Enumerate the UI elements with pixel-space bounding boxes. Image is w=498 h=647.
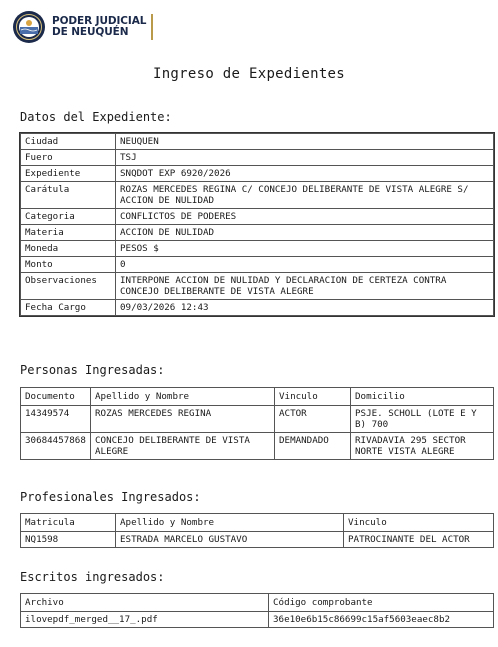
brand-divider: [151, 14, 153, 40]
datos-label: Observaciones: [21, 273, 116, 300]
personas-cell: RIVADAVIA 295 SECTOR NORTE VISTA ALEGRE: [351, 433, 494, 460]
datos-row: [21, 257, 494, 273]
datos-row: [21, 166, 494, 182]
datos-row: [21, 273, 494, 300]
datos-row: [21, 209, 494, 225]
personas-cell: 14349574: [21, 406, 91, 433]
datos-label: Fuero: [21, 150, 116, 166]
personas-table: [20, 387, 494, 460]
datos-row: [21, 150, 494, 166]
profesionales-cell: PATROCINANTE DEL ACTOR: [344, 532, 494, 548]
table-row: [21, 612, 494, 628]
personas-column-header: Domicilio: [351, 388, 494, 406]
page-title: Ingreso de Expedientes: [152, 66, 346, 82]
seal-logo-icon: [12, 10, 46, 44]
personas-cell: DEMANDADO: [275, 433, 351, 460]
profesionales-section-title: Profesionales Ingresados:: [20, 490, 201, 504]
escritos-column-header: Archivo: [21, 594, 269, 612]
datos-row: [21, 182, 494, 209]
personas-cell: ROZAS MERCEDES REGINA: [91, 406, 275, 433]
datos-value: INTERPONE ACCION DE NULIDAD Y DECLARACION DE CERTEZA CONTRA CONCEJO DELIBERANTE DE VISTA ALEGRE: [116, 273, 494, 300]
datos-row: [21, 300, 494, 316]
personas-column-header: Documento: [21, 388, 91, 406]
datos-section-title: Datos del Expediente:: [20, 110, 172, 124]
datos-row: [21, 225, 494, 241]
escritos-header-row: [21, 594, 494, 612]
datos-label: Fecha Cargo: [21, 300, 116, 316]
datos-value: 0: [116, 257, 494, 273]
escritos-section-title: Escritos ingresados:: [20, 570, 165, 584]
profesionales-header-row: [21, 514, 494, 532]
datos-value: PESOS $: [116, 241, 494, 257]
datos-label: Moneda: [21, 241, 116, 257]
profesionales-table: [20, 513, 494, 548]
profesionales-column-header: Matricula: [21, 514, 116, 532]
datos-value: SNQDOT EXP 6920/2026: [116, 166, 494, 182]
profesionales-cell: NQ1598: [21, 532, 116, 548]
org-name: [52, 16, 146, 38]
escritos-column-header: Código comprobante: [269, 594, 494, 612]
escritos-cell: 36e10e6b15c86699c15af5603eaec8b2: [269, 612, 494, 628]
table-row: [21, 532, 494, 548]
datos-label: Expediente: [21, 166, 116, 182]
datos-value: ROZAS MERCEDES REGINA C/ CONCEJO DELIBERANTE DE VISTA ALEGRE S/ ACCION DE NULIDAD: [116, 182, 494, 209]
datos-table: [20, 133, 494, 316]
datos-label: Monto: [21, 257, 116, 273]
personas-cell: ACTOR: [275, 406, 351, 433]
personas-cell: CONCEJO DELIBERANTE DE VISTA ALEGRE: [91, 433, 275, 460]
datos-label: Carátula: [21, 182, 116, 209]
datos-value: TSJ: [116, 150, 494, 166]
datos-row: [21, 241, 494, 257]
datos-label: Materia: [21, 225, 116, 241]
profesionales-column-header: Vinculo: [344, 514, 494, 532]
datos-row: [21, 134, 494, 150]
profesionales-column-header: Apellido y Nombre: [116, 514, 344, 532]
personas-cell: 30684457868: [21, 433, 91, 460]
table-row: [21, 406, 494, 433]
personas-cell: PSJE. SCHOLL (LOTE E Y B) 700: [351, 406, 494, 433]
datos-label: Ciudad: [21, 134, 116, 150]
personas-column-header: Apellido y Nombre: [91, 388, 275, 406]
personas-column-header: Vinculo: [275, 388, 351, 406]
datos-value: CONFLICTOS DE PODERES: [116, 209, 494, 225]
personas-section-title: Personas Ingresadas:: [20, 363, 165, 377]
datos-value: 09/03/2026 12:43: [116, 300, 494, 316]
datos-value: NEUQUEN: [116, 134, 494, 150]
datos-value: ACCION DE NULIDAD: [116, 225, 494, 241]
escritos-cell: ilovepdf_merged__17_.pdf: [21, 612, 269, 628]
profesionales-cell: ESTRADA MARCELO GUSTAVO: [116, 532, 344, 548]
datos-label: Categoria: [21, 209, 116, 225]
org-name-line1: PODER JUDICIAL: [52, 15, 147, 27]
header: [12, 10, 153, 44]
table-row: [21, 433, 494, 460]
org-name-line2: DE NEUQUÉN: [52, 26, 129, 38]
personas-header-row: [21, 388, 494, 406]
escritos-table: [20, 593, 494, 628]
